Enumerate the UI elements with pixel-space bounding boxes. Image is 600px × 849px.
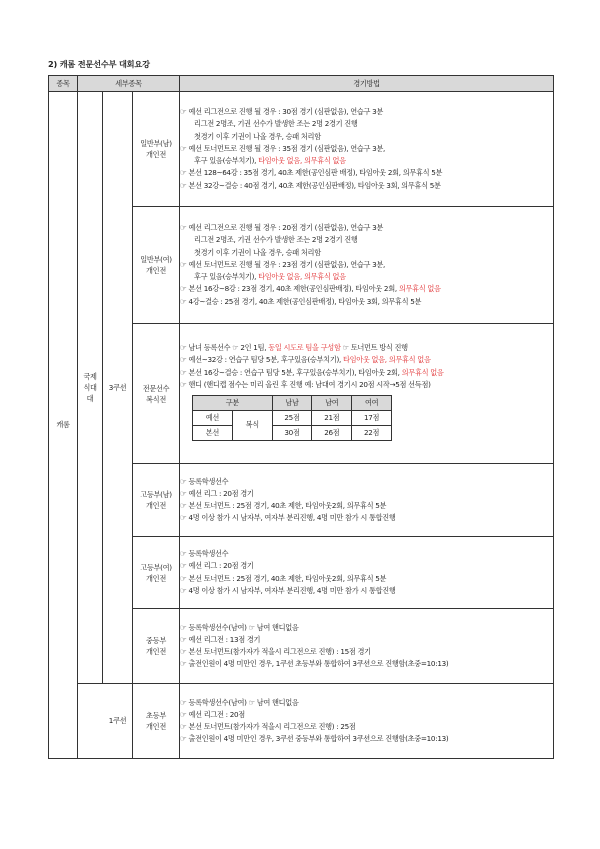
rule-text: 등록학생선수(남여) ☞ 남여 핸디없음 xyxy=(188,697,299,707)
rule-line xyxy=(180,143,553,155)
rules-table xyxy=(48,75,554,759)
rule-line xyxy=(180,367,553,379)
format-label: 국제식대대 xyxy=(83,372,97,403)
highlight-text: 동일 시도로 팀을 구성함 xyxy=(268,343,341,353)
section-name-line: 초등부 xyxy=(146,711,166,720)
handicap-row-label: 본선 xyxy=(193,425,233,440)
rule-line xyxy=(180,634,553,646)
handicap-value: 21점 xyxy=(312,410,352,425)
rule-text: 본선 16강~결승 : 연습구 팀당 5분, 후구있음(승부치기), 타임아웃 2회, xyxy=(188,367,402,377)
pointing-hand-icon: ☞ xyxy=(180,488,187,498)
rule-line xyxy=(180,106,553,118)
handicap-value: 30점 xyxy=(272,425,312,440)
pointing-hand-icon: ☞ xyxy=(180,168,187,178)
section-name-line: 일반부(남) xyxy=(140,139,172,148)
rule-text: 예선 리그전으로 진행 될 경우 : 20점 경기 (심판없음), 연습구 3분 xyxy=(188,223,384,233)
section-method xyxy=(180,609,554,684)
handicap-header: 남여 xyxy=(312,395,352,410)
pointing-hand-icon: ☞ xyxy=(180,501,187,510)
rule-line xyxy=(180,296,553,308)
header-detail: 세부종목 xyxy=(78,76,180,92)
section-method xyxy=(180,684,554,759)
pointing-hand-icon: ☞ xyxy=(180,573,187,583)
event-cell: 캐롬 xyxy=(49,92,78,759)
rule-line xyxy=(180,167,553,179)
rule-text: 본선 토너먼트(참가자가 적을시 리그전으로 진행) : 15점 경기 xyxy=(188,647,371,656)
section-name-line: 전문선수 xyxy=(142,383,170,393)
pointing-hand-icon: ☞ xyxy=(180,259,187,269)
section-name-line: 개인전 xyxy=(146,573,166,583)
rule-line xyxy=(180,131,553,143)
rule-line xyxy=(180,573,553,585)
rule-text: 출전인원이 4명 미만인 경우, 3쿠션 중등부와 통합하여 3쿠션으로 진행함(초중=10:13) xyxy=(188,734,449,744)
pointing-hand-icon: ☞ xyxy=(180,634,187,644)
rule-line xyxy=(180,733,553,745)
pointing-hand-icon: ☞ xyxy=(180,722,187,731)
rule-text: 4명 이상 참가 시 남자부, 여자부 분리진행, 4명 미만 참가 시 통합진행 xyxy=(188,513,396,523)
rule-line xyxy=(180,622,553,634)
rule-line xyxy=(180,709,553,721)
section-name xyxy=(133,207,180,324)
section-name-line: 고등부(남) xyxy=(140,490,172,499)
rule-line xyxy=(180,512,553,524)
rule-text: 후구 있음(승부치기), xyxy=(194,272,259,282)
pointing-hand-icon: ☞ xyxy=(180,343,187,353)
rule-text: 본선 16강~8강 : 23점 경기, 40초 제한(공인심판배정), 타임아웃 2회, xyxy=(188,284,399,294)
rule-text: 예선 토너먼트로 진행 될 경우 : 35점 경기 (심판없음), 연습구 3분, xyxy=(188,143,386,153)
rule-text: 리그전 2명조, 기권 선수가 발생한 조는 2명 2경기 진행 xyxy=(194,235,358,245)
header-row xyxy=(49,76,554,92)
rule-text: 예선 토너먼트로 진행 될 경우 : 23점 경기 (심판없음), 연습구 3분, xyxy=(188,259,386,269)
section-name xyxy=(133,92,180,207)
rule-line xyxy=(180,548,553,560)
rule-text: 4강~결승 : 25점 경기, 40초 제한(공인심판배정), 타임아웃 3회, 의무휴식 5분 xyxy=(188,296,422,306)
rule-text: 4명 이상 참가 시 남자부, 여자부 분리진행, 4명 미만 참가 시 통합진행 xyxy=(188,585,396,595)
handicap-header-row xyxy=(193,395,392,410)
rule-text: 예선~32강 : 연습구 팀당 5분, 후구있음(승부치기), xyxy=(188,355,343,365)
rule-text: ☞ 토너먼트 방식 진행 xyxy=(340,343,408,353)
table-row xyxy=(49,684,554,759)
rule-line xyxy=(180,354,553,366)
section-name-line: 복식전 xyxy=(146,394,166,404)
rule-text: 후구 있음(승부치기), xyxy=(194,156,259,166)
rule-line xyxy=(180,697,553,709)
handicap-header: 구분 xyxy=(193,395,273,410)
rule-line xyxy=(180,271,553,283)
handicap-header: 여여 xyxy=(352,395,392,410)
highlight-text: 의무휴식 없음 xyxy=(398,284,441,294)
handicap-value: 26점 xyxy=(312,425,352,440)
rule-line xyxy=(180,646,553,658)
rule-line xyxy=(180,488,553,500)
rule-line xyxy=(180,585,553,597)
section-method xyxy=(180,92,554,207)
rule-line xyxy=(180,247,553,259)
document-title: 2) 캐롬 전문선수부 대회요강 xyxy=(48,59,150,69)
rule-line xyxy=(180,283,553,295)
rule-text: 본선 토너먼트(참가자가 적을시 리그전으로 진행) : 25점 xyxy=(188,722,356,731)
handicap-row xyxy=(193,410,392,425)
rule-text: 등록학생선수 xyxy=(188,549,229,559)
rule-text: 예선 리그전으로 진행 될 경우 : 30점 경기 (심판없음), 연습구 3분 xyxy=(188,107,384,117)
pointing-hand-icon: ☞ xyxy=(180,622,187,632)
handicap-value: 17점 xyxy=(352,410,392,425)
course3-cell: 3쿠션 xyxy=(103,92,133,684)
rule-line xyxy=(180,342,553,354)
section-name xyxy=(133,684,180,759)
section-name-line: 개인전 xyxy=(146,647,166,656)
section-name-line: 개인전 xyxy=(146,501,166,510)
highlight-text: 타임아웃 없음, 의무휴식 없음 xyxy=(258,156,346,166)
course1-label: 1쿠션 xyxy=(108,716,127,725)
rule-text: 첫경기 이후 기권이 나올 경우, 승패 처리함 xyxy=(194,131,321,141)
section-name xyxy=(133,464,180,537)
pointing-hand-icon: ☞ xyxy=(180,107,187,117)
pointing-hand-icon: ☞ xyxy=(180,223,187,233)
rule-line xyxy=(180,476,553,488)
format-cell xyxy=(78,92,103,684)
pointing-hand-icon: ☞ xyxy=(180,561,187,571)
pointing-hand-icon: ☞ xyxy=(180,513,187,523)
highlight-text: 의무휴식 없음 xyxy=(401,367,444,377)
rule-text: 본선 128~64강 : 35점 경기, 40초 제한(공인심판 배정), 타임아웃 2회, 의무휴식 5분 xyxy=(188,168,443,178)
pointing-hand-icon: ☞ xyxy=(180,296,187,306)
section-method xyxy=(180,537,554,609)
section-name xyxy=(133,609,180,684)
rule-text: 첫경기 이후 기권이 나올 경우, 승패 처리함 xyxy=(194,247,321,257)
handicap-row xyxy=(193,425,392,440)
rule-line xyxy=(180,721,553,733)
rule-text: 리그전 2명조, 기권 선수가 발생한 조는 2명 2경기 진행 xyxy=(194,119,358,129)
pointing-hand-icon: ☞ xyxy=(180,180,187,190)
rule-text: 핸디 (핸디캡 점수는 미리 올린 후 진행 예: 남대여 경기시 20점 시작→5점 선득점) xyxy=(188,379,431,389)
section-method xyxy=(180,207,554,324)
course1-cell xyxy=(78,684,133,759)
pointing-hand-icon: ☞ xyxy=(180,367,187,377)
header-event: 종목 xyxy=(49,76,78,92)
pointing-hand-icon: ☞ xyxy=(180,709,187,719)
rule-line xyxy=(180,118,553,130)
rule-line xyxy=(180,500,553,512)
rule-line xyxy=(180,560,553,572)
rule-line xyxy=(180,259,553,271)
handicap-header: 남남 xyxy=(272,395,312,410)
rule-text: 본선 토너먼트 : 25점 경기, 40초 제한, 타임아웃2회, 의무휴식 5분 xyxy=(188,501,387,510)
rule-text: 예선 리그 : 20점 경기 xyxy=(188,488,254,498)
section-name-line: 일반부(여) xyxy=(140,255,172,264)
rule-line xyxy=(180,155,553,167)
pointing-hand-icon: ☞ xyxy=(180,143,187,153)
section-name xyxy=(133,537,180,609)
rule-text: 등록학생선수(남여) ☞ 남여 핸디없음 xyxy=(188,622,299,632)
rule-text: 등록학생선수 xyxy=(188,476,229,486)
highlight-text: 타임아웃 없음, 의무휴식 없음 xyxy=(342,355,431,365)
handicap-value: 22점 xyxy=(352,425,392,440)
section-method xyxy=(180,464,554,537)
rule-text: 출전인원이 4명 미만인 경우, 1쿠션 초등부와 통합하여 3쿠션으로 진행함(초중=10:13) xyxy=(188,659,449,669)
rule-line xyxy=(180,234,553,246)
section-method xyxy=(180,324,554,464)
rule-line xyxy=(180,658,553,670)
section-name-line: 개인전 xyxy=(146,150,166,159)
rule-text: 본선 토너먼트 : 25점 경기, 40초 제한, 타임아웃2회, 의무휴식 5분 xyxy=(188,573,387,583)
rule-line xyxy=(180,379,553,391)
handicap-table xyxy=(192,395,392,441)
section-name-line: 개인전 xyxy=(146,722,166,731)
handicap-row-label: 예선 xyxy=(193,410,233,425)
pointing-hand-icon: ☞ xyxy=(180,379,187,389)
pointing-hand-icon: ☞ xyxy=(180,476,187,486)
rule-text: 예선 리그전 : 20점 xyxy=(188,709,245,719)
section-name xyxy=(133,324,180,464)
header-method: 경기방법 xyxy=(180,76,554,92)
pointing-hand-icon: ☞ xyxy=(180,647,187,656)
pointing-hand-icon: ☞ xyxy=(180,697,187,707)
pointing-hand-icon: ☞ xyxy=(180,549,187,559)
pointing-hand-icon: ☞ xyxy=(180,585,187,595)
rule-line xyxy=(180,180,553,192)
rule-text: 본선 32강~결승 : 40점 경기, 40초 제한(공인심판배정), 타임아웃 3회, 의무휴식 5분 xyxy=(188,180,441,190)
pointing-hand-icon: ☞ xyxy=(180,734,187,744)
pointing-hand-icon: ☞ xyxy=(180,284,187,294)
handicap-type: 복식 xyxy=(232,410,272,440)
table-row xyxy=(49,92,554,207)
rule-text: 예선 리그전 : 13점 경기 xyxy=(188,634,261,644)
section-name-line: 중등부 xyxy=(146,636,166,645)
rule-line xyxy=(180,222,553,234)
pointing-hand-icon: ☞ xyxy=(180,659,187,669)
highlight-text: 타임아웃 없음, 의무휴식 없음 xyxy=(258,272,346,282)
handicap-value: 25점 xyxy=(272,410,312,425)
rule-text: 예선 리그 : 20점 경기 xyxy=(188,561,254,571)
section-name-line: 고등부(여) xyxy=(140,562,172,572)
rule-text: 남녀 등록선수 ☞ 2인 1팀, xyxy=(188,343,269,353)
pointing-hand-icon: ☞ xyxy=(180,355,187,365)
section-name-line: 개인전 xyxy=(146,266,166,275)
